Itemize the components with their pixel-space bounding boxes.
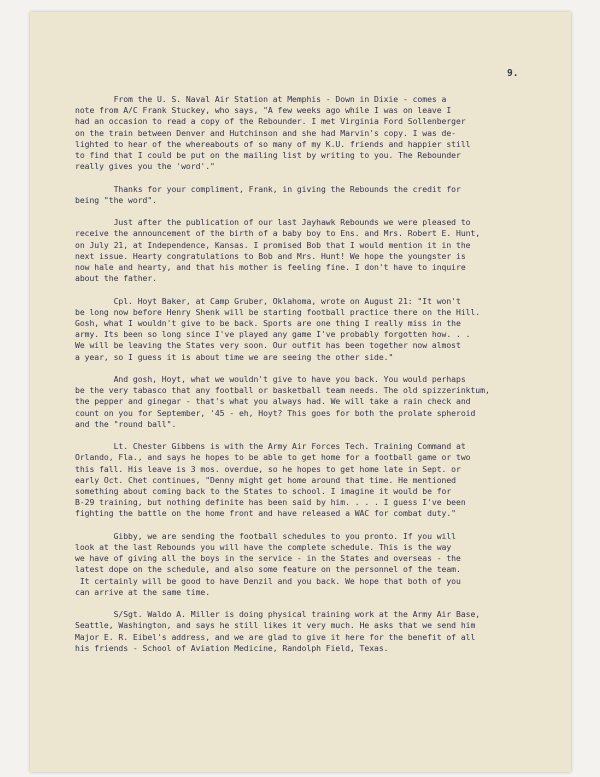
paragraph-hunt-birth bbox=[75, 217, 545, 284]
text-line: Just after the publication of our last Jayhawk Rebounds we were pleased to bbox=[75, 217, 471, 228]
text-line: can arrive at the same time. bbox=[75, 586, 211, 597]
text-line: a year, so I guess it is about time we are seeing the other side." bbox=[75, 351, 394, 362]
text-line: lighted to hear of the whereabouts of so many of my K.U. friends and happier still bbox=[75, 138, 471, 149]
text-line: receive the announcement of the birth of a baby boy to Ens. and Mrs. Robert E. Hunt, bbox=[75, 228, 481, 239]
paragraph-baker bbox=[75, 296, 545, 363]
page-number: 9. bbox=[507, 68, 519, 79]
text-line: be the very tabasco that any football or basketball team needs. The old spizzerinktum, bbox=[75, 385, 490, 396]
text-line: count on you for September, '45 - eh, Hoyt? This goes for both the prolate spheroid bbox=[75, 407, 476, 418]
text-line: now hale and hearty, and that his mother is feeling fine. I don't have to inquire bbox=[75, 262, 466, 273]
text-line: army. Its been so long since I've played any game I've probably forgotten how. . . bbox=[75, 329, 471, 340]
paragraph-reply-gibby bbox=[75, 531, 545, 598]
text-line: From the U. S. Naval Air Station at Memphis - Down in Dixie - comes a bbox=[75, 94, 447, 104]
text-line: B-29 training, but nothing definite has been said by him. . . . I guess I've been bbox=[75, 497, 466, 508]
text-line: on July 21, at Independence, Kansas. I promised Bob that I would mention it in the bbox=[75, 239, 471, 250]
text-line: Orlando, Fla., and says he hopes to be able to get home for a football game or two bbox=[75, 452, 471, 463]
text-line: had an occasion to read a copy of the Rebounder. I met Virginia Ford Sollenberger bbox=[75, 116, 466, 127]
paragraph-stuckey bbox=[75, 94, 545, 172]
text-line: we have of giving all the boys in the service - in the States and overseas - the bbox=[75, 553, 461, 564]
text-line: about the father. bbox=[75, 273, 157, 284]
text-line: Gibby, we are sending the football schedules to you pronto. If you will bbox=[75, 530, 457, 541]
text-line: be long now before Henry Shenk will be starting football practice there on the Hill. bbox=[75, 306, 481, 317]
text-line: on the train between Denver and Hutchinson and she had Marvin's copy. I was de- bbox=[75, 127, 457, 138]
text-line: this fall. His leave is 3 mos. overdue, so he hopes to get home late in Sept. or bbox=[75, 463, 461, 474]
text-line: And gosh, Hoyt, what we wouldn't give to have you back. You would perhaps bbox=[75, 374, 466, 385]
text-line: really gives you the 'word'." bbox=[75, 161, 215, 172]
text-line: Major E. R. Eibel's address, and we are glad to give it here for the benefit of all bbox=[75, 631, 476, 642]
text-line: Seattle, Washington, and says he still likes it very much. He asks that we send him bbox=[75, 620, 476, 631]
text-line: his friends - School of Aviation Medicine, Randolph Field, Texas. bbox=[75, 642, 389, 653]
text-line: Cpl. Hoyt Baker, at Camp Gruber, Oklahoma, wrote on August 21: "It won't bbox=[75, 295, 461, 306]
text-line: fighting the battle on the home front and have released a WAC for combat duty." bbox=[75, 508, 457, 519]
paragraph-reply-hoyt bbox=[75, 374, 545, 430]
text-line: note from A/C Frank Stuckey, who says, "A few weeks ago while I was on leave I bbox=[75, 105, 452, 116]
text-line: latest dope on the schedule, and also some feature on the personnel of the team. bbox=[75, 564, 461, 575]
text-line: look at the last Rebounds you will have the complete schedule. This is the way bbox=[75, 542, 452, 553]
paragraph-miller bbox=[75, 609, 545, 654]
text-line: and the "round ball". bbox=[75, 418, 177, 429]
text-line: being "the word". bbox=[75, 194, 157, 205]
text-line: next issue. Hearty congratulations to Bob and Mrs. Hunt! We hope the youngster is bbox=[75, 250, 466, 261]
text-line: S/Sgt. Waldo A. Miller is doing physical training work at the Army Air Base, bbox=[75, 609, 481, 620]
letter-body bbox=[75, 94, 545, 665]
text-line: Gosh, what I wouldn't give to be back. Sports are one thing I really miss in the bbox=[75, 318, 461, 329]
text-line: It certainly will be good to have Denzil and you back. We hope that both of you bbox=[75, 575, 461, 586]
text-line: We will be leaving the States very soon. Our outfit has been together now almost bbox=[75, 340, 461, 351]
text-line: Lt. Chester Gibbens is with the Army Air Forces Tech. Training Command at bbox=[75, 441, 466, 452]
text-line: something about coming back to the States to school. I imagine it would be for bbox=[75, 486, 452, 497]
text-line: early Oct. Chet continues, "Denny might get home around that time. He mentioned bbox=[75, 474, 457, 485]
paragraph-reply-frank bbox=[75, 184, 545, 206]
text-line: the pepper and ginegar - that's what you always had. We will take a rain check and bbox=[75, 396, 471, 407]
paragraph-gibbens bbox=[75, 441, 545, 519]
text-line: Thanks for your compliment, Frank, in giving the Rebounds the credit for bbox=[75, 183, 461, 194]
text-line: to find that I could be put on the mailing list by writing to you. The Rebounder bbox=[75, 150, 461, 161]
